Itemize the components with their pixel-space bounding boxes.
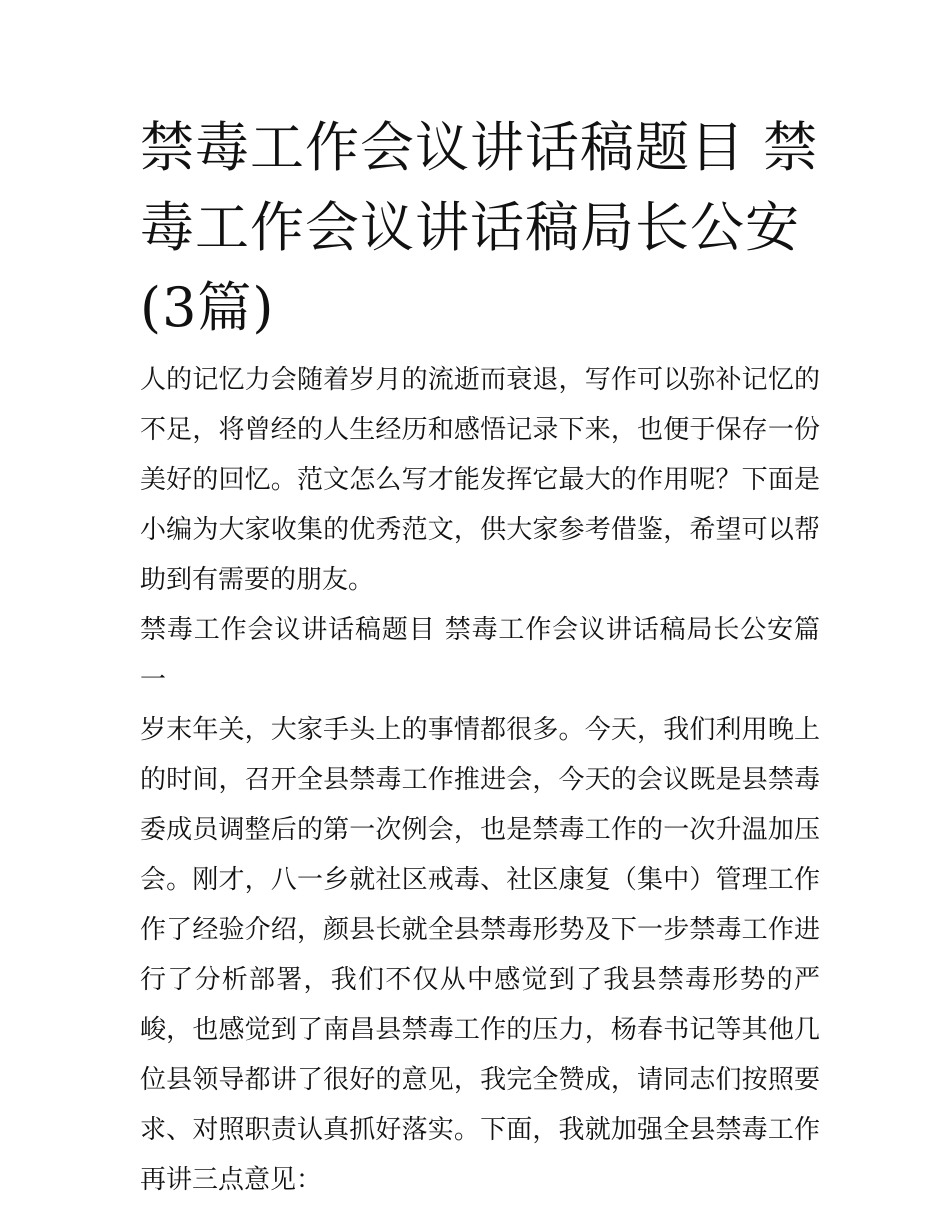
intro-paragraph: 人的记忆力会随着岁月的流逝而衰退，写作可以弥补记忆的不足，将曾经的人生经历和感悟记录下来，也便于保存一份美好的回忆。范文怎么写才能发挥它最大的作用呢？下面是小编为大家收集的优秀范文，供大家参考借鉴，希望可以帮助到有需要的朋友。 xyxy=(140,365,820,595)
speech-paragraph: 岁末年关，大家手头上的事情都很多。今天，我们利用晚上的时间，召开全县禁毒工作推进会，今天的会议既是县禁毒委成员调整后的第一次例会，也是禁毒工作的一次升温加压会。刚才，八一乡就社区戒毒、社区康复（集中）管理工作作了经验介绍，颜县长就全县禁毒形势及下一步禁毒工作进行了分析部署，我们不仅从中感觉到了我县禁毒形势的严峻，也感觉到了南昌县禁毒工作的压力，杨春书记等其他几位县领导都讲了很好的意见，我完全赞成，请同志们按照要求、对照职责认真抓好落实。下面，我就加强全县禁毒工作再讲三点意见： xyxy=(140,715,820,1195)
document-title: 禁毒工作会议讲话稿题目 禁毒工作会议讲话稿局长公安(3篇) xyxy=(140,116,819,339)
document-body xyxy=(140,355,820,1205)
section-heading: 禁毒工作会议讲话稿题目 禁毒工作会议讲话稿局长公安篇一 xyxy=(140,615,820,695)
